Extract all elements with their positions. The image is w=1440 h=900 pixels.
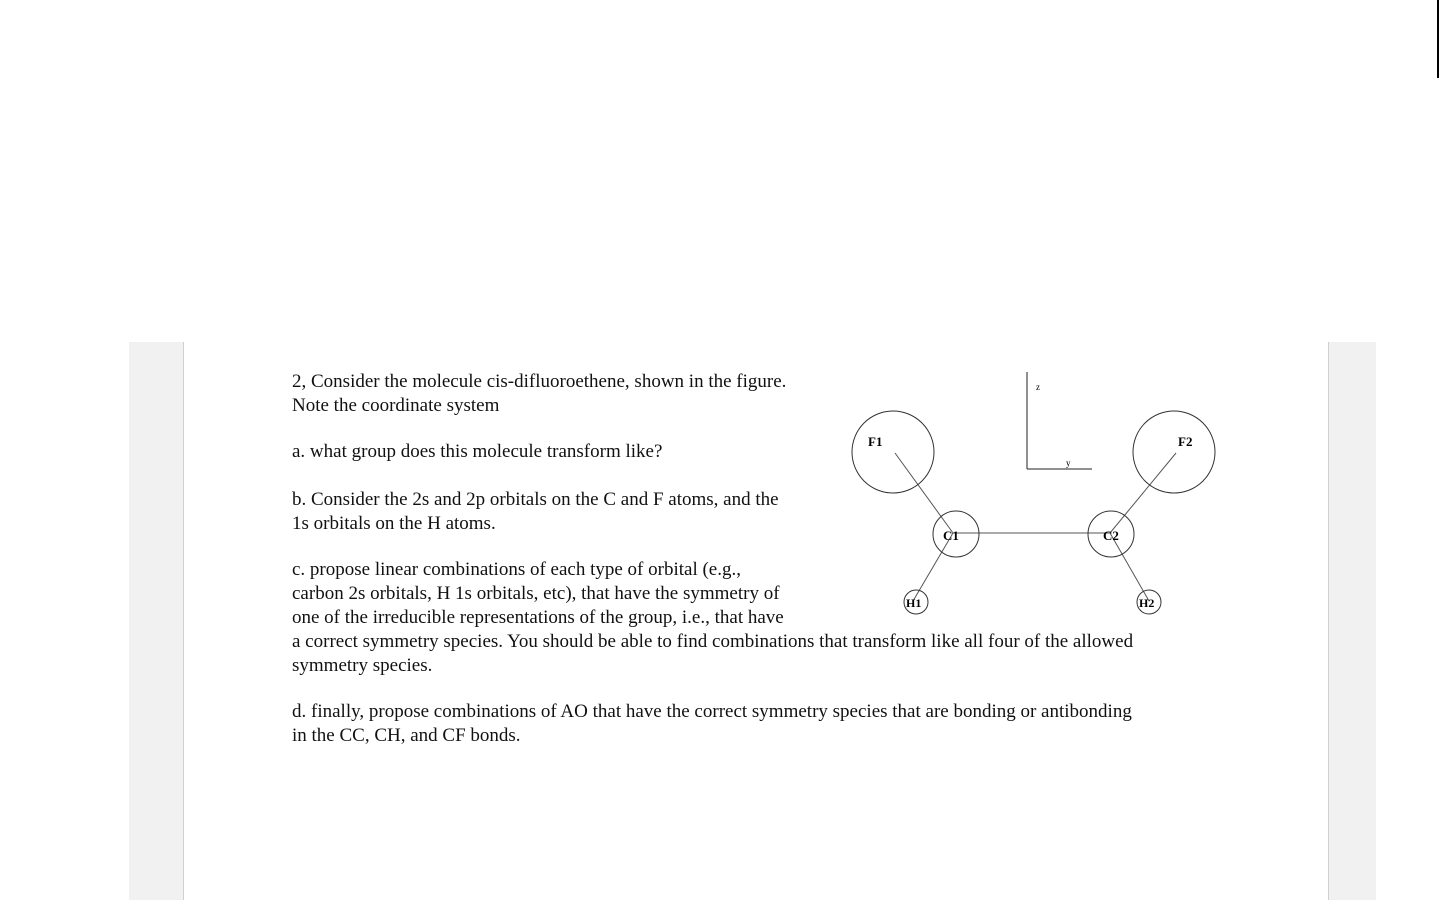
atom-label-h2: H2 [1139, 596, 1155, 610]
part-d-paragraph [292, 700, 1132, 748]
part-d-line-1: d. finally, propose combinations of AO that have the correct symmetry species that are bonding or antibonding [292, 701, 1132, 722]
bond-f1-c1 [895, 453, 953, 533]
bonds [895, 453, 1176, 601]
part-b-paragraph [292, 488, 779, 536]
part-a-paragraph [292, 440, 662, 464]
part-b-line-2: 1s orbitals on the H atoms. [292, 513, 496, 534]
intro-line-1: 2, Consider the molecule cis-difluoroethene, shown in the figure. [292, 371, 787, 392]
part-c-line-4: a correct symmetry species. You should be able to find combinations that transform like all four of the allowed [292, 631, 1134, 652]
bond-c2-h2 [1110, 533, 1149, 601]
atoms [852, 411, 1215, 614]
part-c-line-2: carbon 2s orbitals, H 1s orbitals, etc), that have the symmetry of [292, 583, 780, 604]
part-c-line-1: c. propose linear combinations of each type of orbital (e.g., [292, 559, 741, 580]
intro-paragraph [292, 370, 786, 418]
atom-label-h1: H1 [906, 596, 922, 610]
part-c-line-3: one of the irreducible representations of the group, i.e., that have [292, 607, 784, 628]
atom-f2 [1133, 411, 1215, 493]
part-d-line-2: in the CC, CH, and CF bonds. [292, 725, 521, 746]
molecule-figure [840, 365, 1230, 625]
atom-label-f2: F2 [1178, 434, 1193, 449]
atom-f1 [852, 411, 934, 493]
part-c-line-5: symmetry species. [292, 655, 433, 676]
y-axis-label: y [1066, 458, 1071, 468]
atom-label-f1: F1 [868, 434, 883, 449]
z-axis-label: z [1036, 382, 1040, 392]
atom-label-c1: C1 [943, 528, 959, 543]
text-cursor [1437, 0, 1439, 78]
part-a-line: a. what group does this molecule transform like? [292, 441, 663, 462]
intro-line-2: Note the coordinate system [292, 395, 500, 416]
bond-c2-f2 [1110, 453, 1176, 533]
atom-label-c2: C2 [1103, 528, 1119, 543]
part-b-line-1: b. Consider the 2s and 2p orbitals on the C and F atoms, and the [292, 489, 779, 510]
